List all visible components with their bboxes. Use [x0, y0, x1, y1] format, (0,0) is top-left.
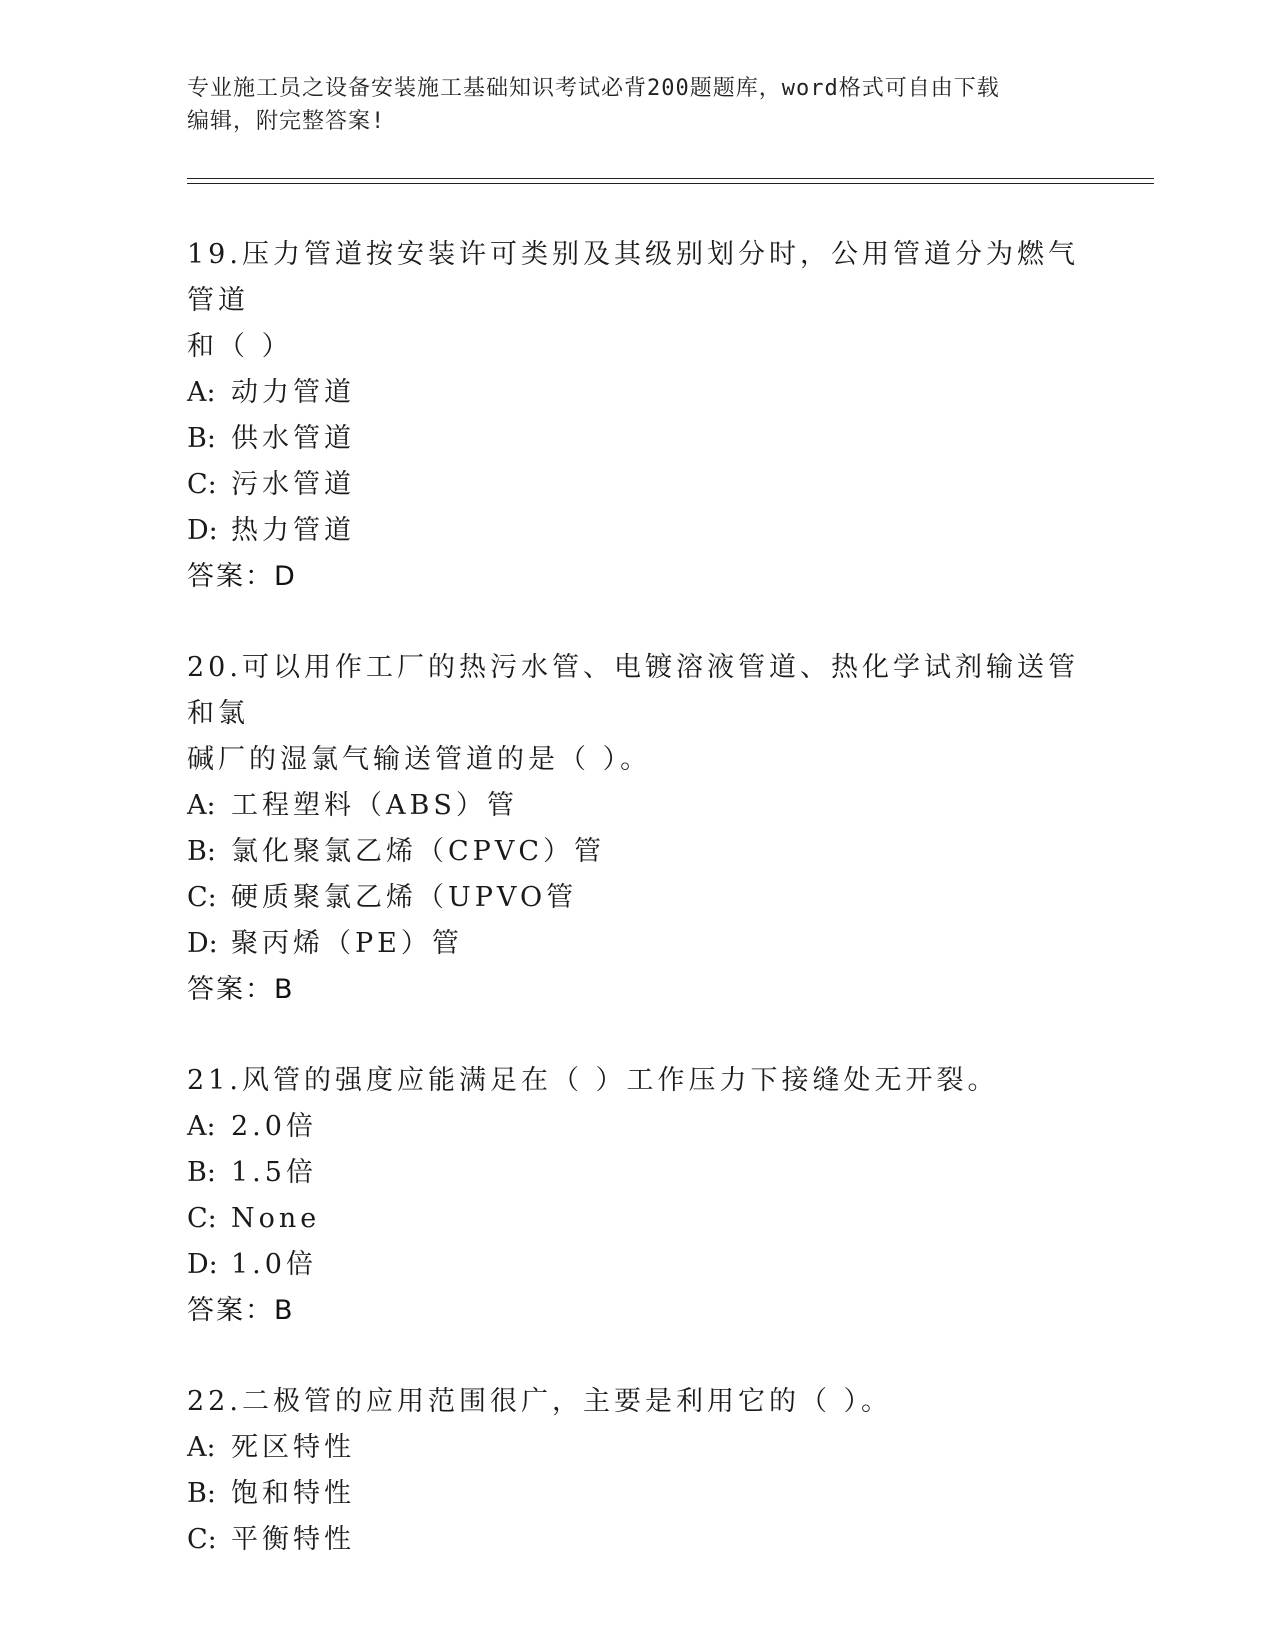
answer-line: 答案：D [187, 561, 297, 592]
option-text: 平衡特性 [231, 1524, 355, 1555]
option-text: 死区特性 [231, 1432, 355, 1463]
option-key: D: [187, 515, 218, 546]
option-key: B: [187, 1478, 216, 1509]
option-c [187, 462, 1087, 508]
option-b [187, 416, 1087, 462]
option-key: C: [187, 882, 217, 913]
option-text: 饱和特性 [231, 1478, 355, 1509]
option-text: 1.0倍 [231, 1249, 317, 1280]
answer-line: 答案：B [187, 974, 295, 1005]
option-text: 热力管道 [231, 515, 355, 546]
option-text: 工程塑料（ABS）管 [231, 790, 518, 821]
option-d [187, 921, 1087, 967]
option-b [187, 1150, 1087, 1196]
option-text: 动力管道 [231, 377, 355, 408]
option-text: 供水管道 [231, 423, 355, 454]
question-stem: 20.可以用作工厂的热污水管、电镀溶液管道、热化学试剂输送管和氯 [187, 652, 1079, 729]
option-a [187, 1425, 1087, 1471]
question-20 [187, 645, 1087, 1013]
question-stem-continued: 碱厂的湿氯气输送管道的是（ ）。 [187, 744, 652, 775]
option-d [187, 1242, 1087, 1288]
option-text: 聚丙烯（PE）管 [231, 928, 463, 959]
question-22 [187, 1379, 1087, 1563]
option-text: 污水管道 [231, 469, 355, 500]
option-a [187, 370, 1087, 416]
question-stem-continued: 和（ ） [187, 331, 293, 362]
option-c [187, 1196, 1087, 1242]
option-key: B: [187, 836, 216, 867]
option-b [187, 829, 1087, 875]
header-divider-bottom [187, 183, 1154, 184]
option-key: C: [187, 469, 217, 500]
document-header [187, 72, 1067, 138]
option-key: B: [187, 1157, 216, 1188]
question-19 [187, 232, 1087, 600]
option-text: 氯化聚氯乙烯（CPVC）管 [231, 836, 605, 867]
question-stem: 21.风管的强度应能满足在（ ）工作压力下接缝处无开裂。 [187, 1065, 999, 1096]
question-list [187, 232, 1087, 1608]
option-d [187, 508, 1087, 554]
option-key: D: [187, 1249, 218, 1280]
option-key: A: [187, 790, 216, 821]
header-line-2: 编辑，附完整答案! [187, 109, 386, 134]
option-c [187, 1517, 1087, 1563]
header-line-1: 专业施工员之设备安装施工基础知识考试必背200题题库，word格式可自由下载 [187, 76, 1000, 101]
option-key: A: [187, 1432, 216, 1463]
option-text: None [231, 1203, 321, 1234]
option-text: 2.0倍 [231, 1111, 317, 1142]
question-stem: 19.压力管道按安装许可类别及其级别划分时，公用管道分为燃气管道 [187, 239, 1079, 316]
option-c [187, 875, 1087, 921]
option-key: A: [187, 1111, 216, 1142]
question-stem: 22.二极管的应用范围很广，主要是利用它的（ ）。 [187, 1386, 893, 1417]
option-text: 硬质聚氯乙烯（UPVO管 [231, 882, 578, 913]
header-divider-top [187, 178, 1154, 179]
option-b [187, 1471, 1087, 1517]
option-a [187, 1104, 1087, 1150]
option-key: D: [187, 928, 218, 959]
option-key: C: [187, 1203, 217, 1234]
option-key: A: [187, 377, 216, 408]
answer-line: 答案：B [187, 1295, 295, 1326]
question-21 [187, 1058, 1087, 1334]
option-key: C: [187, 1524, 217, 1555]
option-a [187, 783, 1087, 829]
option-text: 1.5倍 [231, 1157, 317, 1188]
option-key: B: [187, 423, 216, 454]
